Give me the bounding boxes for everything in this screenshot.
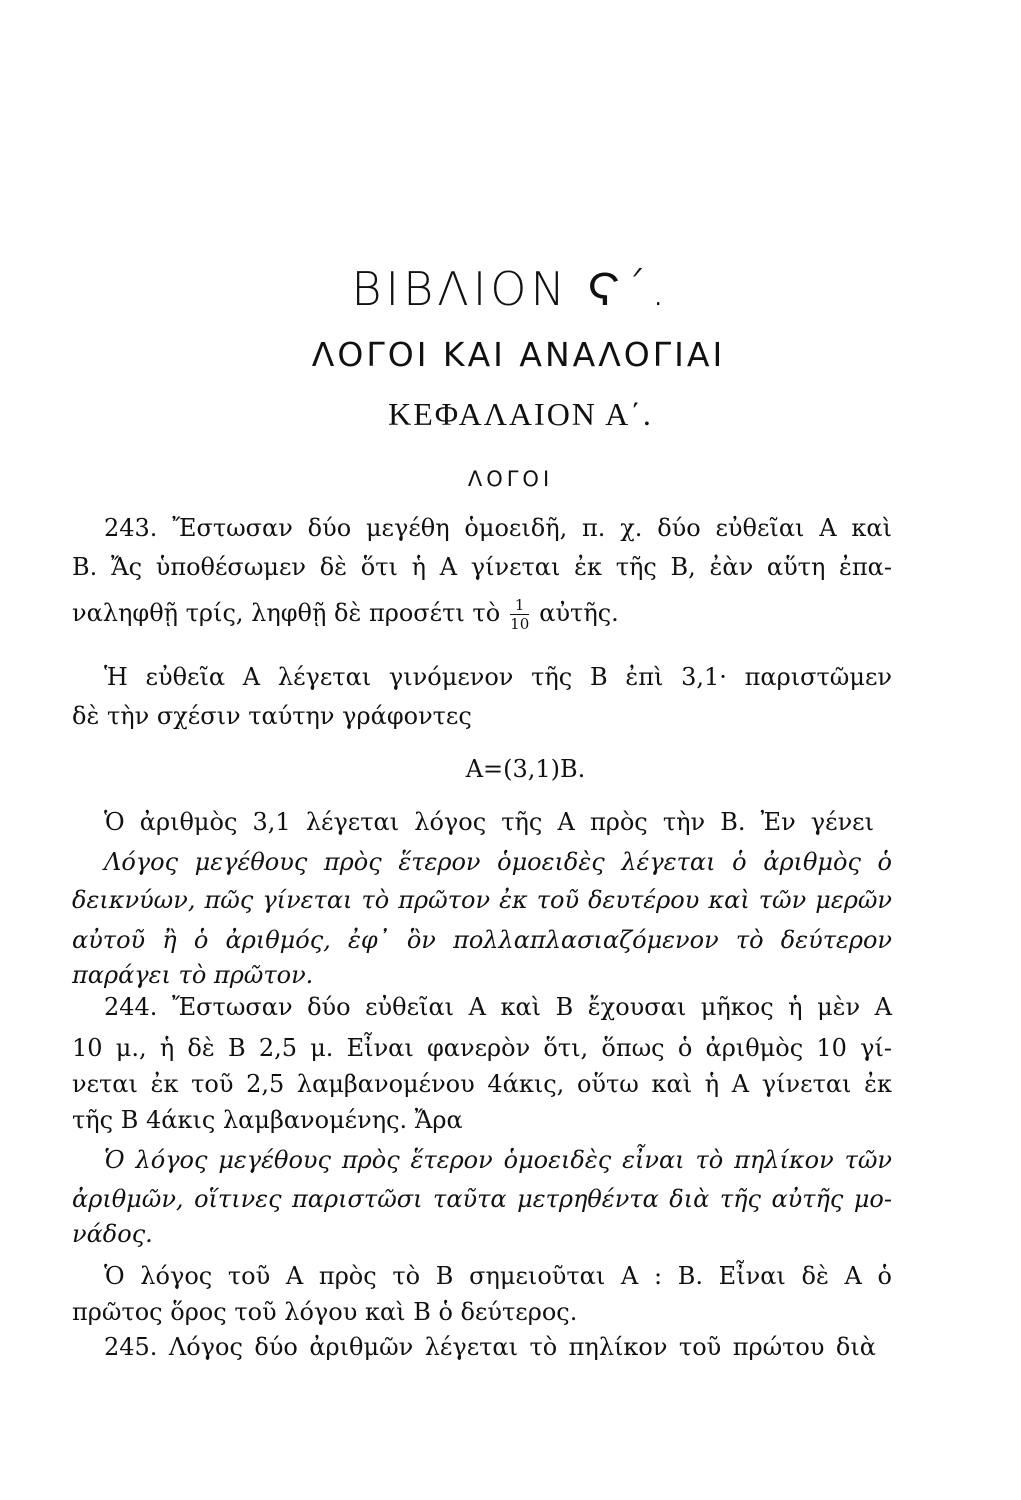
definition-line: νάδος.	[72, 1220, 153, 1248]
text-line: 244. Ἔστωσαν δύο εὐθεῖαι Α καὶ Β ἔχουσαι μῆκος ἡ μὲν Α	[104, 993, 892, 1021]
text-line: Ὁ ἀριθμὸς 3,1 λέγεται λόγος τῆς Α πρὸς τὴν Β. Ἐν γένει	[104, 808, 874, 836]
definition-line: Ὁ λόγος μεγέθους πρὸς ἕτερον ὁμοειδὲς εἶναι τὸ πηλίκον τῶν	[104, 1146, 892, 1174]
definition-line: Λόγος μεγέθους πρὸς ἕτερον ὁμοειδὲς λέγεται ὁ ἀριθμὸς ὁ	[104, 848, 892, 876]
definition-line: ἀριθμῶν, οἵτινες παριστῶσι ταῦτα μετρηθέντα διὰ τῆς αὐτῆς μο-	[72, 1185, 892, 1213]
text-line: 245. Λόγος δύο ἀριθμῶν λέγεται τὸ πηλίκον τοῦ πρώτου διὰ	[104, 1333, 876, 1361]
fraction-denominator: 10	[510, 615, 530, 633]
text-line: Ἡ εὐθεῖα Α λέγεται γινόμενον τῆς Β ἐπὶ 3,1· παριστῶμεν	[104, 663, 892, 691]
book-title: ΒΙΒΛΙΟΝ Ϛ΄.	[351, 262, 670, 316]
definition-line: αὐτοῦ ἢ ὁ ἀριθμός, ἐφ᾽ ὃν πολλαπλασιαζόμενον τὸ δεύτερον	[72, 926, 892, 954]
formula: Α=(3,1)Β.	[465, 755, 586, 783]
fraction	[510, 596, 529, 633]
text-line: Β. Ἄς ὑποθέσωμεν δὲ ὅτι ἡ Α γίνεται ἐκ τῆς Β, ἐὰν αὕτη ἐπα-	[72, 553, 892, 581]
text-line: Ὁ λόγος τοῦ Α πρὸς τὸ Β σημειοῦται Α : Β. Εἶναι δὲ Α ὁ	[104, 1262, 892, 1290]
text-fragment: αὐτῆς.	[539, 599, 619, 627]
section-title: ΛΟΓΟΙ	[467, 467, 554, 491]
text-line: πρῶτος ὅρος τοῦ λόγου καὶ Β ὁ δεύτερος.	[72, 1298, 578, 1326]
fraction-numerator: 1	[510, 596, 529, 615]
text-line: 243. Ἔστωσαν δύο μεγέθη ὁμοειδῆ, π. χ. δύο εὐθεῖαι Α καὶ	[104, 514, 892, 542]
text-line-with-fraction	[72, 596, 892, 633]
definition-line: δεικνύων, πῶς γίνεται τὸ πρῶτον ἐκ τοῦ δευτέρου καὶ τῶν μερῶν	[72, 886, 892, 914]
text-line: νεται ἐκ τοῦ 2,5 λαμβανομένου 4άκις, οὕτω καὶ ἡ Α γίνεται ἐκ	[72, 1070, 892, 1098]
definition-line: παράγει τὸ πρῶτον.	[72, 961, 314, 989]
text-line: 10 μ., ἡ δὲ Β 2,5 μ. Εἶναι φανερὸν ὅτι, ὅπως ὁ ἀριθμὸς 10 γί-	[72, 1034, 892, 1062]
text-line: τῆς Β 4άκις λαμβανομένης. Ἄρα	[72, 1106, 463, 1134]
part-title: ΛΟΓΟΙ ΚΑΙ ΑΝΑΛΟΓΙΑΙ	[311, 335, 726, 374]
chapter-title: ΚΕΦΑΛΑΙΟΝ Α΄.	[388, 396, 653, 432]
text-fragment: ναληφθῇ τρίς, ληφθῇ δὲ προσέτι τὸ	[72, 599, 501, 627]
text-line: δὲ τὴν σχέσιν ταύτην γράφοντες	[72, 702, 472, 730]
